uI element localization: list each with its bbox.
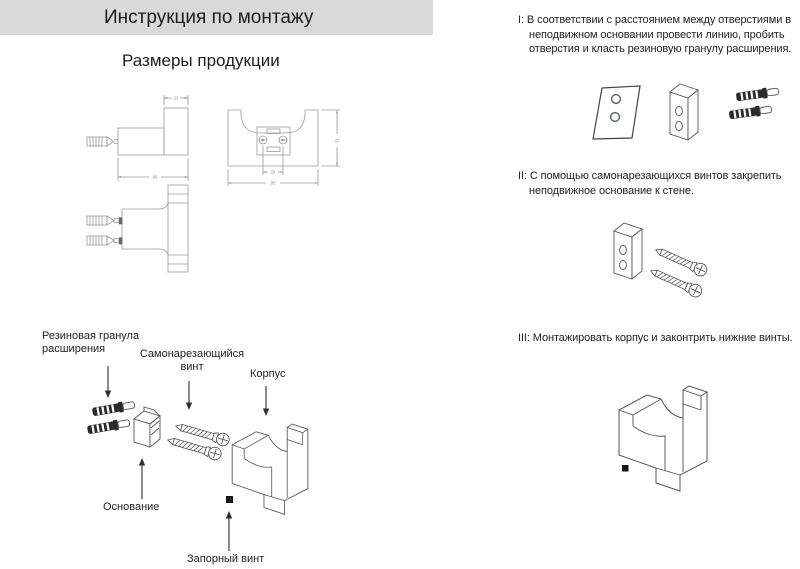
drawing-side-view — [82, 88, 197, 188]
locking-screw-dot — [622, 465, 629, 472]
dim-front-width: 85 — [270, 180, 276, 186]
label-body: Корпус — [250, 368, 286, 380]
dim-front-hole-spacing: 28 — [270, 169, 276, 175]
step-3-text — [518, 331, 800, 346]
exploded-diagram — [30, 320, 340, 565]
dim-front-height: 51 — [334, 138, 340, 143]
step-2-illustration — [598, 212, 733, 307]
step-3-label: III: — [518, 332, 530, 344]
label-expansion-anchor: Резиновая гранула расширения — [42, 330, 140, 355]
section-subtitle: Размеры продукции — [122, 51, 280, 70]
dim-side-bottom: 85 — [152, 174, 158, 180]
drawing-front-view — [222, 98, 347, 190]
step-1-body: В соответствии с расстоянием между отверстиями в неподвижном основании провести линию, пробить отверстия и класть резиновую гранулу расширения. — [526, 14, 792, 55]
drawing-top-view — [83, 182, 193, 280]
step-2-label: II: — [518, 170, 527, 182]
label-locking-screw: Запорный винт — [187, 553, 265, 565]
step-2-text — [518, 169, 800, 198]
step-1-label: I: — [518, 14, 524, 26]
step-2-body: С помощью самонарезающихся винтов закрепить неподвижное основание к стене. — [529, 170, 782, 197]
step-1-text — [518, 13, 800, 57]
dim-side-top: 23 — [173, 95, 179, 101]
locking-screw-dot — [226, 496, 233, 503]
page-title: Инструкция по монтажу — [104, 7, 314, 28]
step-1-illustration — [565, 76, 793, 168]
step-3-body: Монтажировать корпус и законтрить нижние винты. — [532, 332, 793, 344]
step-3-illustration — [600, 352, 785, 500]
label-self-tapping-screw: Самонарезающийся винт — [139, 348, 245, 373]
label-base: Основание — [103, 501, 160, 513]
